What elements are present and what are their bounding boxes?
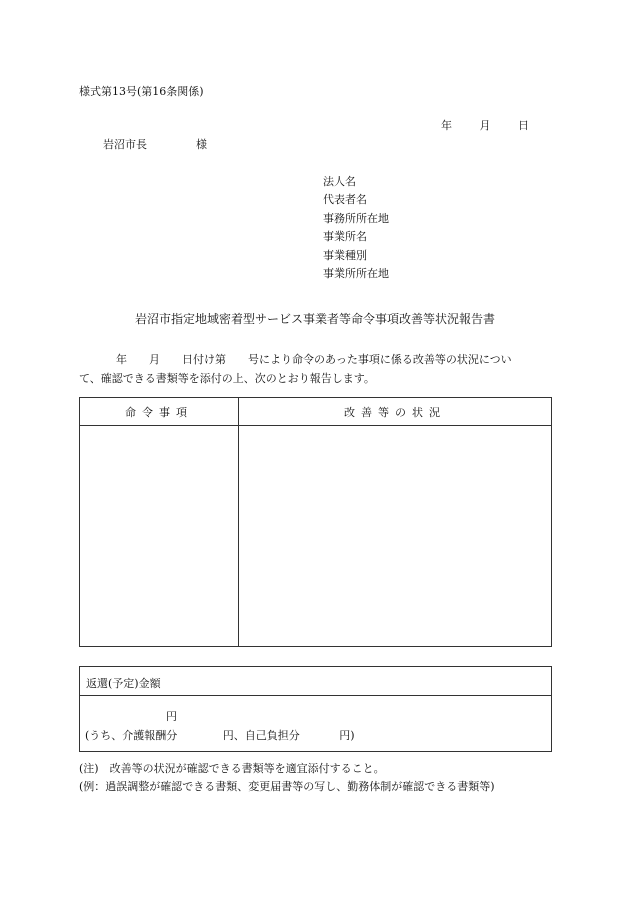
refund-yen: 円: [166, 710, 177, 723]
applicant-fields: [323, 173, 389, 283]
refund-label: 返還(予定)金額: [86, 677, 161, 690]
date-day: 日: [518, 119, 529, 132]
business-address-label: 事業所所在地: [323, 266, 389, 280]
form-number: 様式第13号(第16条関係): [79, 85, 204, 98]
breakdown-mid: 円、自己負担分: [222, 729, 300, 742]
improvement-status-cell[interactable]: [239, 426, 552, 647]
office-address-label: 事務所所在地: [323, 211, 389, 225]
report-date: [441, 120, 529, 131]
intro-line-2: て、確認できる書類等を添付の上、次のとおり報告します。: [79, 372, 375, 385]
date-month: 月: [479, 119, 491, 132]
date-year: 年: [441, 119, 452, 132]
refund-amount-box: [79, 666, 552, 752]
note-1: (注) 改善等の状況が確認できる書類等を適宜添付すること。: [79, 762, 385, 775]
order-status-table: [79, 397, 552, 647]
col-header-improvement-status: 改善等の状況: [239, 398, 552, 426]
business-name-label: 事業所名: [323, 230, 367, 244]
col-header-order-items: 命令事項: [80, 398, 239, 426]
business-type-label: 事業種別: [323, 248, 367, 262]
notes: [79, 763, 495, 799]
note-2: (例：過誤調整が確認できる書類、変更届書等の写し、勤務体制が確認できる書類等): [79, 780, 495, 793]
addressee-honorific: 様: [196, 138, 207, 151]
refund-header: [80, 667, 551, 696]
representative-name-label: 代表者名: [323, 193, 367, 207]
breakdown-prefix: (うち、介護報酬分: [85, 729, 178, 742]
corporation-name-label: 法人名: [323, 175, 356, 188]
document-title: 岩沼市指定地域密着型サービス事業者等命令事項改善等状況報告書: [134, 312, 495, 326]
breakdown-suffix: 円): [339, 729, 355, 742]
addressee-name: 岩沼市長: [103, 138, 147, 151]
intro-line-1: 年 月 日付け第 号により命令のあった事項に係る改善等の状況につい: [116, 353, 512, 366]
order-items-cell[interactable]: [80, 426, 239, 647]
refund-breakdown: [85, 727, 355, 743]
